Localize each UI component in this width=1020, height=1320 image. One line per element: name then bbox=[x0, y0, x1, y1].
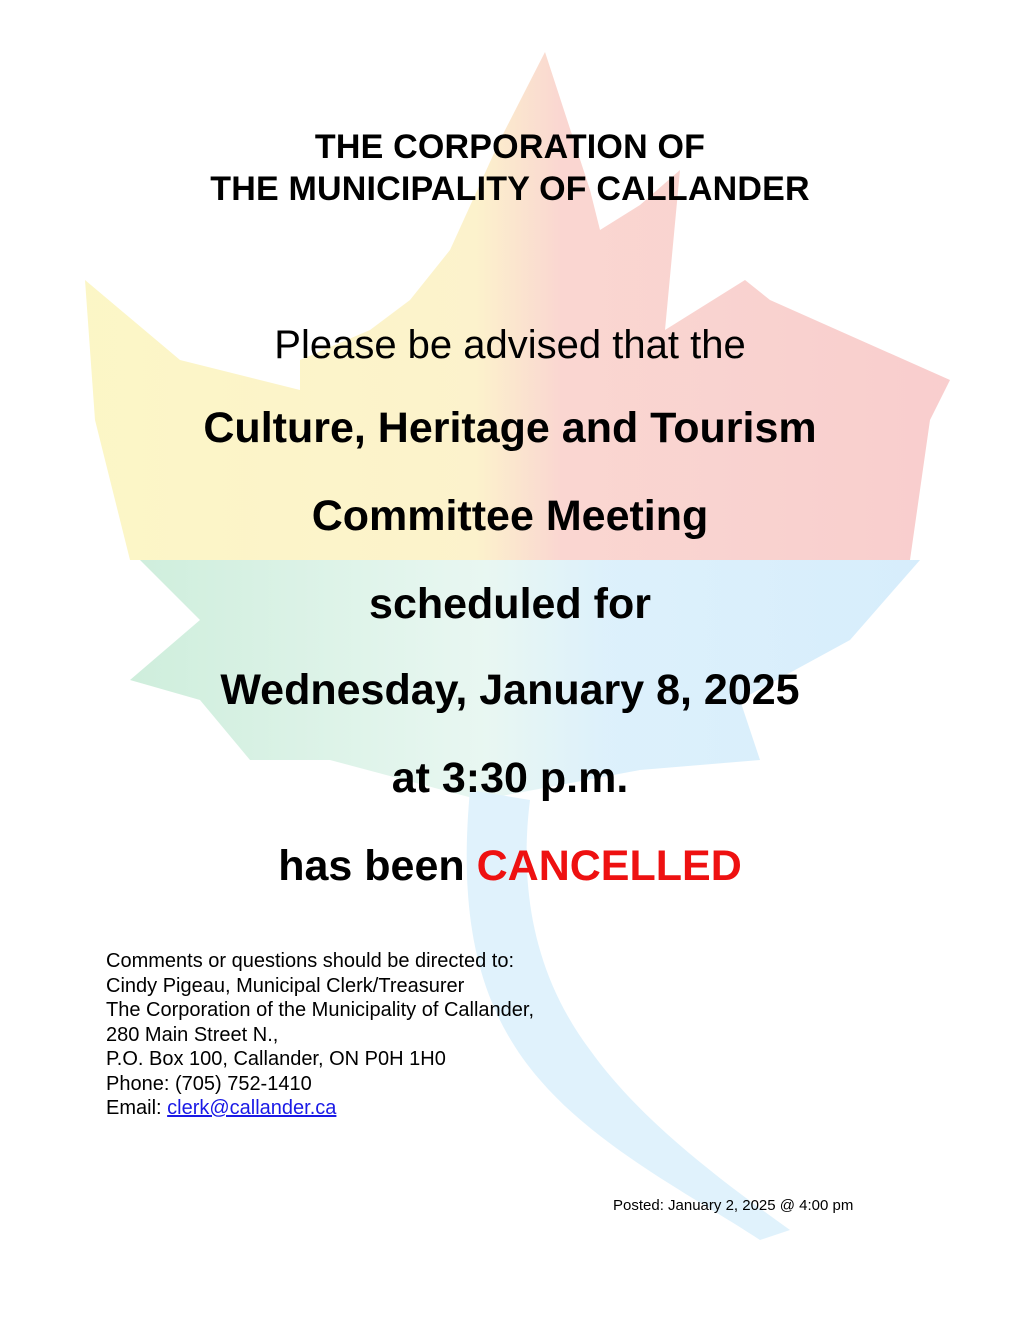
header-line-1: THE CORPORATION OF bbox=[314, 128, 706, 166]
status-prefix: has been bbox=[278, 842, 477, 890]
meeting-date: Wednesday, January 8, 2025 bbox=[220, 666, 800, 714]
notice-intro: Please be advised that the bbox=[274, 323, 746, 367]
contact-block bbox=[106, 949, 534, 1121]
organization-header bbox=[0, 126, 1020, 210]
header-line-2: THE MUNICIPALITY OF CALLANDER bbox=[210, 170, 810, 208]
contact-organization: The Corporation of the Municipality of Callander, bbox=[106, 999, 535, 1021]
committee-name-line-2: Committee Meeting bbox=[311, 492, 709, 540]
contact-intro: Comments or questions should be directed to: bbox=[106, 950, 514, 972]
scheduled-label: scheduled for bbox=[369, 580, 651, 628]
contact-po-box: P.O. Box 100, Callander, ON P0H 1H0 bbox=[106, 1048, 446, 1070]
email-label: Email: bbox=[106, 1097, 168, 1119]
contact-email-line bbox=[106, 1096, 534, 1121]
contact-name: Cindy Pigeau, Municipal Clerk/Treasurer bbox=[106, 974, 465, 997]
committee-name-line-1: Culture, Heritage and Tourism bbox=[203, 404, 817, 452]
cancellation-status bbox=[0, 840, 1020, 892]
email-link[interactable]: clerk@callander.ca bbox=[167, 1097, 337, 1119]
contact-street: 280 Main Street N., bbox=[106, 1023, 279, 1046]
cancelled-badge: CANCELLED bbox=[476, 842, 742, 890]
meeting-time: at 3:30 p.m. bbox=[391, 754, 629, 802]
posted-timestamp: Posted: January 2, 2025 @ 4:00 pm bbox=[613, 1197, 854, 1214]
contact-phone: Phone: (705) 752-1410 bbox=[106, 1072, 312, 1095]
